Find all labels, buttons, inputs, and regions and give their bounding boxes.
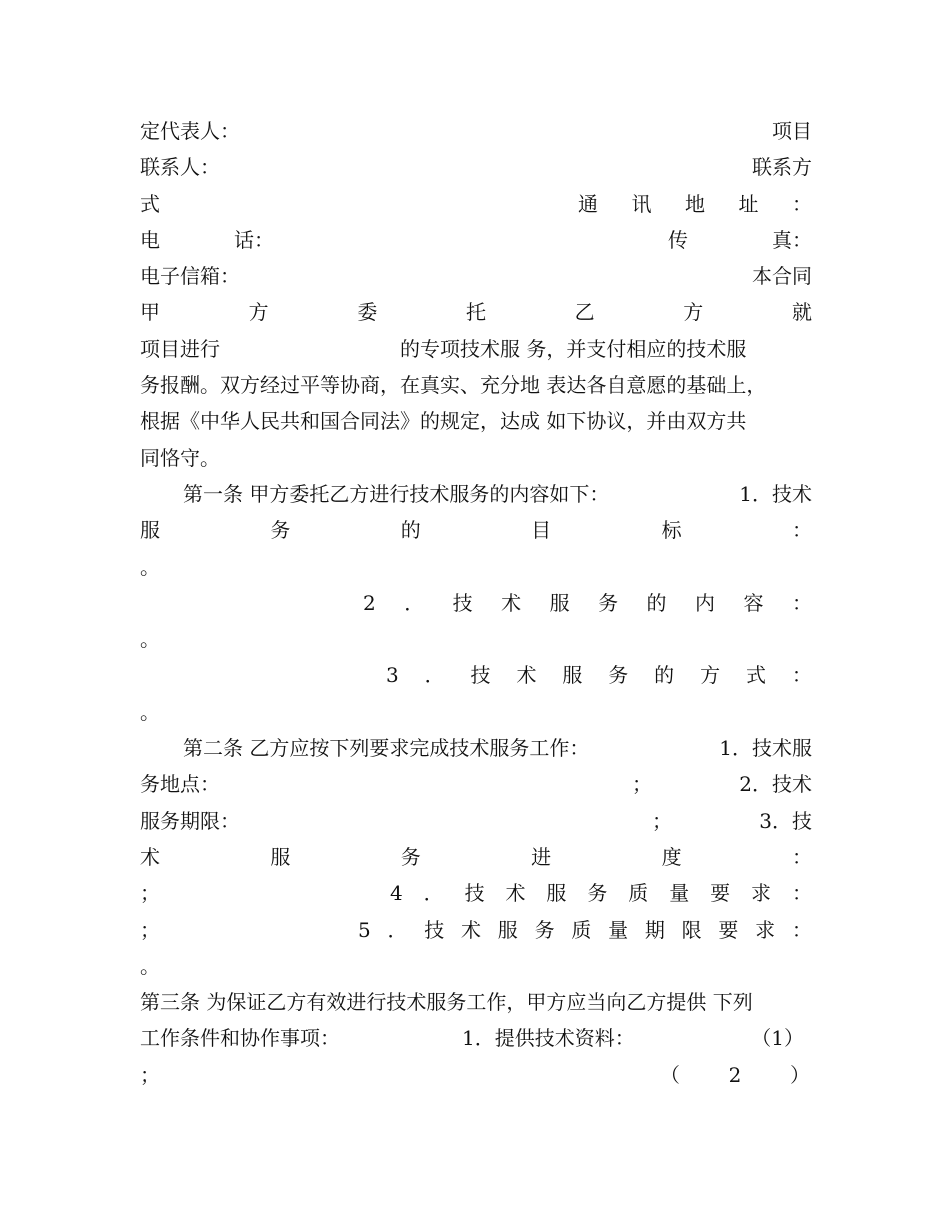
doc-text: 的 bbox=[654, 663, 675, 688]
doc-text: ． bbox=[424, 663, 445, 688]
doc-text: ： bbox=[791, 663, 812, 688]
article-1-heading: 第一条 甲方委托乙方进行技术服务的内容如下： bbox=[183, 481, 610, 506]
doc-text: 内 bbox=[695, 590, 716, 615]
doc-text: 务 bbox=[534, 917, 555, 942]
doc-line: 务报酬。双方经过平等协商，在真实、充分地 表达各自意愿的基础上， bbox=[140, 373, 767, 398]
doc-line bbox=[140, 766, 812, 802]
doc-text: 度 bbox=[661, 844, 682, 869]
doc-line bbox=[140, 657, 812, 693]
doc-text: 务 bbox=[608, 663, 629, 688]
doc-text: 项目 bbox=[772, 119, 812, 143]
doc-text: 讯 bbox=[631, 191, 652, 216]
doc-text: 务 bbox=[587, 881, 608, 906]
quality-requirement bbox=[390, 875, 812, 911]
doc-text: ： bbox=[791, 844, 812, 869]
doc-text: 式 bbox=[140, 191, 160, 216]
doc-text: 2 bbox=[728, 1062, 742, 1087]
doc-text: 1．技术服 bbox=[719, 736, 812, 761]
doc-text: 方 bbox=[683, 300, 704, 325]
doc-text: ； bbox=[632, 772, 652, 797]
doc-text: 期 bbox=[644, 917, 665, 942]
doc-text: 务地点： bbox=[140, 772, 220, 797]
doc-text: 质 bbox=[571, 917, 592, 942]
doc-text: 要 bbox=[718, 917, 739, 942]
doc-line bbox=[140, 585, 812, 621]
doc-text: ； bbox=[140, 917, 160, 942]
doc-text: 目 bbox=[531, 518, 552, 543]
doc-line: 。 bbox=[140, 699, 160, 724]
doc-line bbox=[140, 113, 812, 149]
doc-text: 务 bbox=[400, 844, 421, 869]
doc-line bbox=[140, 149, 812, 185]
doc-text: 1．提供技术资料： bbox=[462, 1026, 635, 1051]
doc-text: 求 bbox=[755, 917, 776, 942]
doc-text: ； bbox=[140, 881, 160, 906]
article-2-heading: 第二条 乙方应按下列要求完成技术服务工作： bbox=[183, 736, 590, 761]
doc-text: 务 bbox=[270, 518, 291, 543]
doc-text: 传 bbox=[668, 227, 688, 252]
doc-text: 托 bbox=[465, 300, 486, 325]
doc-text: 限 bbox=[681, 917, 702, 942]
doc-line bbox=[140, 476, 812, 512]
doc-line: 根据《中华人民共和国合同法》的规定，达成 如下协议，并由双方共 bbox=[140, 409, 747, 434]
doc-line bbox=[140, 258, 812, 294]
document-body bbox=[140, 113, 812, 1093]
doc-line bbox=[140, 1057, 812, 1093]
doc-text: 2．技术 bbox=[739, 772, 812, 797]
doc-text: 服 bbox=[497, 917, 518, 942]
doc-text: ： bbox=[791, 590, 812, 615]
doc-text: 服务期限： bbox=[140, 808, 240, 833]
doc-text: 通 bbox=[578, 191, 598, 216]
doc-text: 技 bbox=[470, 663, 491, 688]
doc-text: 甲 bbox=[140, 300, 160, 325]
doc-text: 地 bbox=[685, 191, 705, 216]
doc-text: 2 bbox=[363, 590, 376, 615]
doc-line bbox=[140, 912, 812, 948]
doc-text: 话： bbox=[234, 227, 274, 252]
doc-text: ： bbox=[791, 917, 812, 942]
doc-text: ： bbox=[791, 518, 812, 543]
doc-text: 的 bbox=[400, 518, 421, 543]
doc-text: 服 bbox=[546, 881, 567, 906]
doc-text: ： bbox=[791, 881, 812, 906]
doc-text: 1．技术 bbox=[739, 481, 812, 506]
doc-line: 同恪守。 bbox=[140, 445, 220, 470]
doc-text: 容 bbox=[743, 590, 764, 615]
doc-text: 电 bbox=[140, 227, 160, 252]
doc-text: 服 bbox=[140, 518, 160, 543]
doc-text: 3．技 bbox=[759, 808, 812, 833]
doc-text: （ bbox=[660, 1062, 680, 1087]
doc-text: 术 bbox=[505, 881, 526, 906]
doc-text: 的 bbox=[646, 590, 667, 615]
fax-label bbox=[668, 222, 812, 258]
doc-text: ； bbox=[652, 808, 672, 833]
doc-text: 电子信箱： bbox=[140, 264, 240, 289]
doc-text: 术 bbox=[516, 663, 537, 688]
doc-text: ： bbox=[792, 191, 812, 216]
doc-line bbox=[140, 186, 812, 222]
doc-text: 质 bbox=[628, 881, 649, 906]
doc-text: 4 bbox=[390, 881, 403, 906]
phone-label bbox=[140, 222, 274, 258]
doc-text: 服 bbox=[549, 590, 570, 615]
doc-text: （1） bbox=[751, 1026, 804, 1051]
doc-text: 真： bbox=[772, 227, 812, 252]
doc-text: 就 bbox=[791, 300, 812, 325]
doc-text: 乙 bbox=[574, 300, 595, 325]
doc-line bbox=[140, 222, 812, 258]
doc-line bbox=[140, 1020, 812, 1056]
doc-line bbox=[140, 803, 812, 839]
doc-text: 址 bbox=[738, 191, 759, 216]
doc-text: 本合同 bbox=[752, 264, 812, 289]
item-number bbox=[660, 1057, 810, 1093]
doc-text: 技 bbox=[464, 881, 485, 906]
doc-line: 。 bbox=[140, 554, 160, 579]
doc-text: 标 bbox=[661, 518, 682, 543]
doc-line: 。 bbox=[140, 953, 160, 978]
doc-text: 技 bbox=[452, 590, 473, 615]
doc-line bbox=[140, 730, 812, 766]
doc-text: ） bbox=[789, 1062, 810, 1087]
doc-text: 联系方 bbox=[752, 155, 812, 180]
doc-text: 术 bbox=[461, 917, 482, 942]
address-label bbox=[578, 186, 812, 222]
doc-line: 项目进行 的专项技术服 务，并支付相应的技术服 bbox=[140, 336, 747, 361]
doc-text: 委 bbox=[357, 300, 378, 325]
doc-line bbox=[140, 839, 812, 875]
doc-text: ． bbox=[423, 881, 444, 906]
doc-line bbox=[140, 512, 812, 548]
doc-text: 术 bbox=[501, 590, 522, 615]
doc-text: 式 bbox=[745, 663, 766, 688]
doc-text: 工作条件和协作事项： bbox=[140, 1026, 340, 1051]
doc-text: ． bbox=[387, 917, 408, 942]
doc-text: ． bbox=[404, 590, 425, 615]
doc-text: 要 bbox=[710, 881, 731, 906]
doc-text: 技 bbox=[424, 917, 445, 942]
doc-text: 联系人： bbox=[140, 155, 220, 180]
doc-text: 务 bbox=[598, 590, 619, 615]
doc-text: 服 bbox=[270, 844, 291, 869]
doc-text: 方 bbox=[700, 663, 721, 688]
article-3-heading: 第三条 为保证乙方有效进行技术服务工作，甲方应当向乙方提供 下列 bbox=[140, 990, 753, 1015]
doc-text: ； bbox=[140, 1062, 160, 1087]
doc-text: 进 bbox=[531, 844, 552, 869]
doc-text: 3 bbox=[386, 663, 399, 688]
doc-text: 方 bbox=[248, 300, 269, 325]
doc-text: 量 bbox=[669, 881, 690, 906]
doc-line bbox=[140, 875, 812, 911]
doc-text: 5 bbox=[358, 917, 371, 942]
doc-text: 术 bbox=[140, 844, 160, 869]
doc-line: 。 bbox=[140, 627, 160, 652]
doc-text: 量 bbox=[608, 917, 629, 942]
doc-line bbox=[140, 294, 812, 330]
doc-text: 定代表人： bbox=[140, 119, 240, 143]
quality-period-requirement bbox=[358, 912, 812, 948]
doc-text: 服 bbox=[562, 663, 583, 688]
doc-text: 求 bbox=[751, 881, 772, 906]
